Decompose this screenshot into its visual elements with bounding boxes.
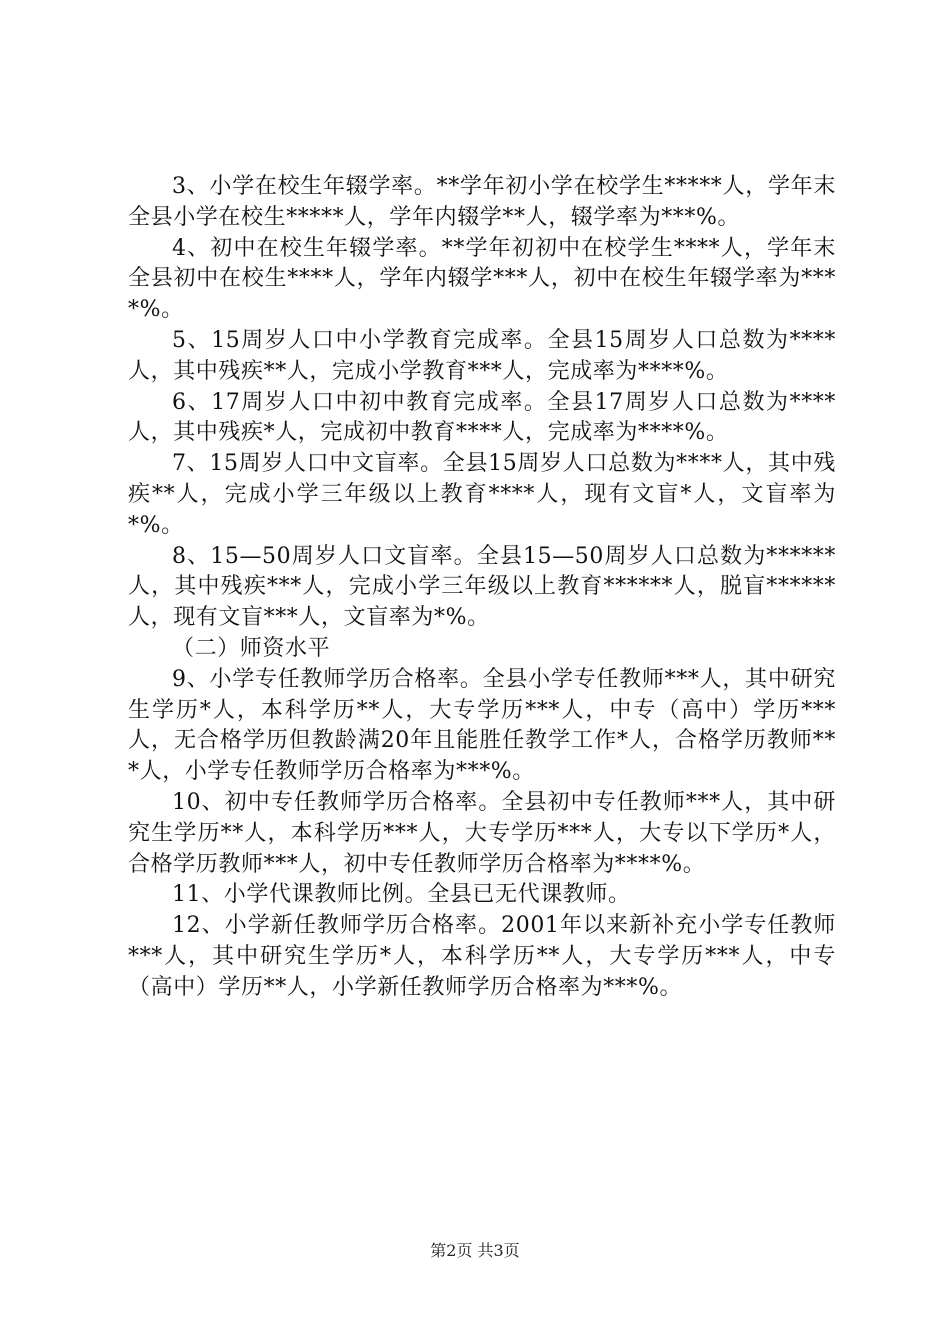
paragraph-11: 11、小学代课教师比例。全县已无代课教师。 xyxy=(172,882,631,908)
section-heading-teachers: （二）师资水平 xyxy=(172,635,331,661)
paragraph-9: 9、小学专任教师学历合格率。全县小学专任教师***人，其中研究生学历*人，本科学历**人，大专学历***人，中专（高中）学历***人，无合格学历但教龄满20年且能胜任教学工作*人，合格学历教师***人，小学专任教师学历合格率为***%。 xyxy=(128,666,836,785)
paragraph-4: 4、初中在校生年辍学率。**学年初初中在校学生****人，学年末全县初中在校生****人，学年内辍学***人，初中在校生年辍学率为****%。 xyxy=(128,235,836,323)
paragraph-10: 10、初中专任教师学历合格率。全县初中专任教师***人，其中研究生学历**人，本科学历***人，大专学历***人，大专以下学历*人，合格学历教师***人，初中专任教师学历合格率为****%。 xyxy=(128,789,836,877)
page-footer: 第2页 共3页 xyxy=(430,1241,520,1260)
paragraph-6: 6、17周岁人口中初中教育完成率。全县17周岁人口总数为****人，其中残疾*人，完成初中教育****人，完成率为****%。 xyxy=(128,389,836,446)
paragraph-8: 8、15—50周岁人口文盲率。全县15—50周岁人口总数为******人，其中残疾***人，完成小学三年级以上教育******人，脱盲******人，现有文盲***人，文盲率为*%。 xyxy=(128,543,836,631)
paragraph-5: 5、15周岁人口中小学教育完成率。全县15周岁人口总数为****人，其中残疾**人，完成小学教育***人，完成率为****%。 xyxy=(128,327,836,384)
paragraph-3: 3、小学在校生年辍学率。**学年初小学在校学生*****人，学年末全县小学在校生*****人，学年内辍学**人，辍学率为***%。 xyxy=(128,174,836,230)
document-body xyxy=(128,172,836,1004)
paragraph-7: 7、15周岁人口中文盲率。全县15周岁人口总数为****人，其中残疾**人，完成小学三年级以上教育****人，现有文盲*人，文盲率为*%。 xyxy=(128,451,836,538)
paragraph-12: 12、小学新任教师学历合格率。2001年以来新补充小学专任教师***人，其中研究生学历*人，本科学历**人，大专学历***人，中专（高中）学历**人，小学新任教师学历合格率为***%。 xyxy=(128,913,836,1000)
